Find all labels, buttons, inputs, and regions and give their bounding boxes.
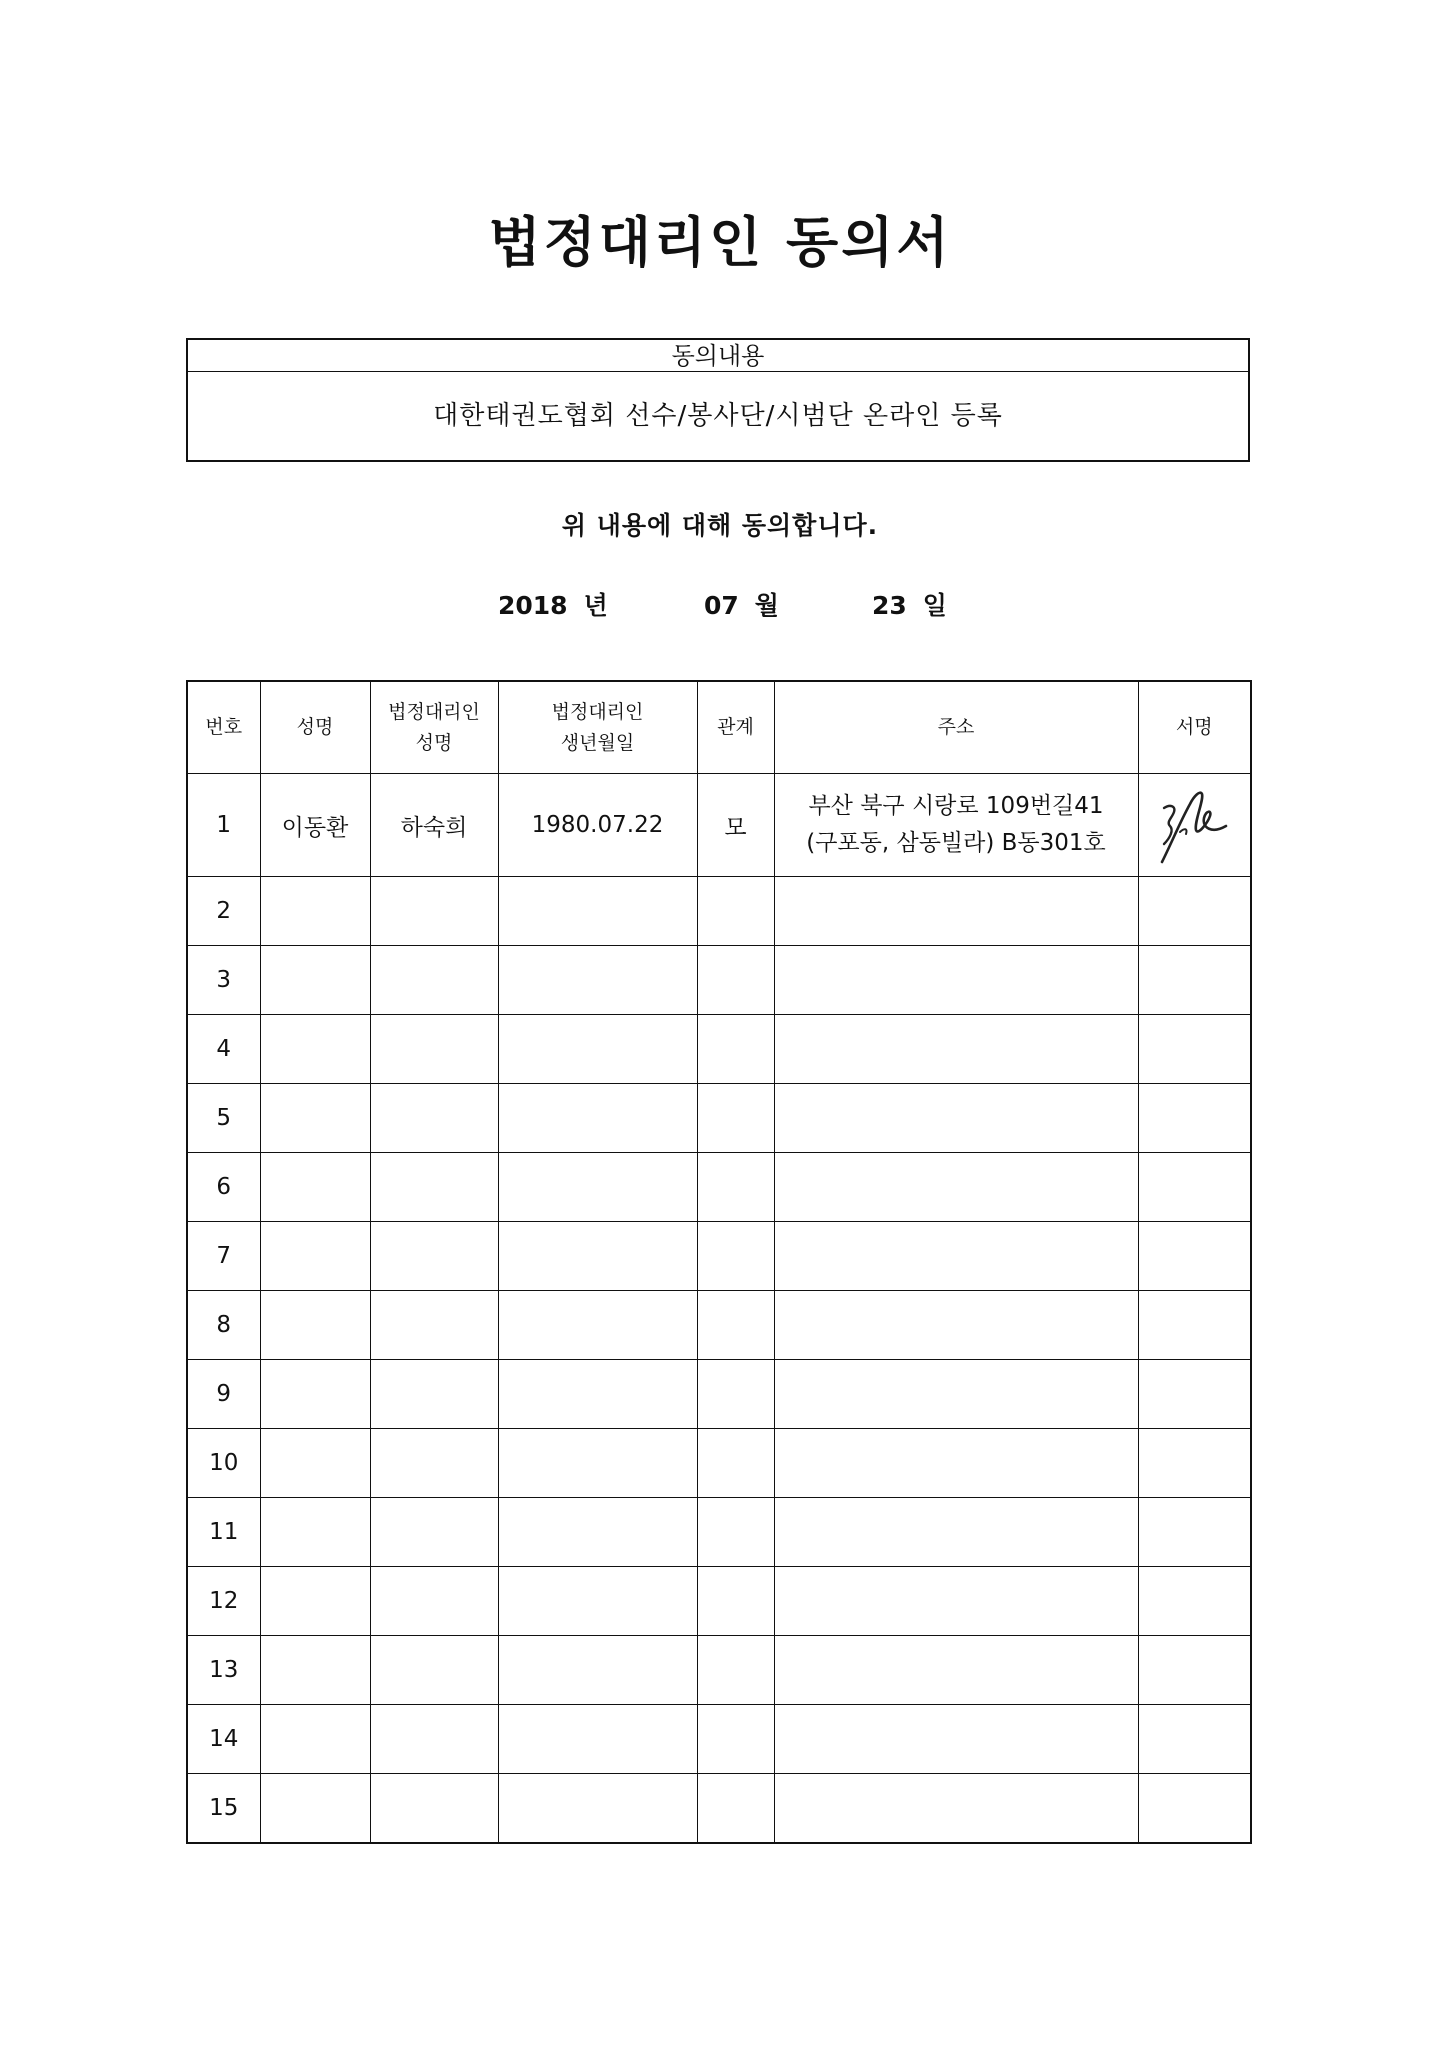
cell-signature xyxy=(1138,1084,1251,1153)
cell-signature xyxy=(1138,1567,1251,1636)
header-address: 주소 xyxy=(774,681,1138,774)
cell-guardian-name xyxy=(370,1291,498,1360)
cell-name xyxy=(260,1774,370,1844)
cell-signature xyxy=(1138,1222,1251,1291)
cell-guardian-name xyxy=(370,1567,498,1636)
cell-guardian-name xyxy=(370,1222,498,1291)
table-row xyxy=(187,1567,1251,1636)
consent-content: 대한태권도협회 선수/봉사단/시범단 온라인 등록 xyxy=(433,401,1003,431)
table-row xyxy=(187,946,1251,1015)
cell-name xyxy=(260,1498,370,1567)
cell-name xyxy=(260,1567,370,1636)
date-month-value: 07 xyxy=(704,591,739,620)
cell-name xyxy=(260,1291,370,1360)
cell-birth xyxy=(498,946,697,1015)
header-guardian-birth xyxy=(498,681,697,774)
cell-guardian-name: 하숙희 xyxy=(370,774,498,877)
cell-no: 12 xyxy=(187,1567,260,1636)
cell-guardian-name xyxy=(370,1015,498,1084)
cell-name xyxy=(260,946,370,1015)
cell-name xyxy=(260,1153,370,1222)
cell-birth xyxy=(498,877,697,946)
cell-relation xyxy=(697,1153,774,1222)
cell-relation xyxy=(697,1084,774,1153)
cell-signature xyxy=(1138,1153,1251,1222)
table-row xyxy=(187,1360,1251,1429)
cell-no: 2 xyxy=(187,877,260,946)
date-day-value: 23 xyxy=(872,591,907,620)
date-month xyxy=(704,586,779,622)
cell-address xyxy=(774,1360,1138,1429)
table-row xyxy=(187,1084,1251,1153)
table-row xyxy=(187,1498,1251,1567)
cell-signature xyxy=(1138,946,1251,1015)
cell-relation xyxy=(697,1567,774,1636)
cell-birth xyxy=(498,1636,697,1705)
cell-birth xyxy=(498,1153,697,1222)
cell-relation xyxy=(697,1360,774,1429)
cell-signature xyxy=(1138,1360,1251,1429)
date-year-unit: 년 xyxy=(583,591,608,620)
cell-address xyxy=(774,1705,1138,1774)
table-row xyxy=(187,1015,1251,1084)
cell-birth xyxy=(498,1015,697,1084)
cell-guardian-name xyxy=(370,946,498,1015)
cell-name xyxy=(260,1222,370,1291)
cell-signature xyxy=(1138,1498,1251,1567)
cell-relation xyxy=(697,1705,774,1774)
table-row xyxy=(187,1705,1251,1774)
cell-no: 13 xyxy=(187,1636,260,1705)
cell-signature xyxy=(1138,1636,1251,1705)
table-row xyxy=(187,1291,1251,1360)
cell-no: 5 xyxy=(187,1084,260,1153)
cell-address xyxy=(774,1015,1138,1084)
cell-no: 4 xyxy=(187,1015,260,1084)
date-year xyxy=(498,586,608,622)
cell-address xyxy=(774,1153,1138,1222)
table-header-row xyxy=(187,681,1251,774)
cell-address xyxy=(774,1774,1138,1844)
cell-address xyxy=(774,946,1138,1015)
cell-guardian-name xyxy=(370,1153,498,1222)
header-name: 성명 xyxy=(260,681,370,774)
cell-no: 11 xyxy=(187,1498,260,1567)
cell-relation xyxy=(697,1636,774,1705)
table-row xyxy=(187,1774,1251,1844)
cell-relation: 모 xyxy=(697,774,774,877)
cell-no: 3 xyxy=(187,946,260,1015)
cell-signature xyxy=(1138,1774,1251,1844)
cell-signature xyxy=(1138,1015,1251,1084)
cell-relation xyxy=(697,1291,774,1360)
cell-relation xyxy=(697,1498,774,1567)
cell-signature xyxy=(1138,1291,1251,1360)
cell-no: 8 xyxy=(187,1291,260,1360)
cell-no: 6 xyxy=(187,1153,260,1222)
cell-birth xyxy=(498,1498,697,1567)
cell-guardian-name xyxy=(370,877,498,946)
cell-name xyxy=(260,1636,370,1705)
cell-signature xyxy=(1138,877,1251,946)
cell-name xyxy=(260,1015,370,1084)
handwritten-signature xyxy=(1156,782,1232,868)
cell-relation xyxy=(697,1015,774,1084)
cell-birth xyxy=(498,1429,697,1498)
table-row xyxy=(187,774,1251,877)
cell-birth xyxy=(498,1705,697,1774)
header-signature: 서명 xyxy=(1138,681,1251,774)
cell-relation xyxy=(697,946,774,1015)
cell-address xyxy=(774,1636,1138,1705)
cell-relation xyxy=(697,1774,774,1844)
cell-birth xyxy=(498,1084,697,1153)
cell-address xyxy=(774,1084,1138,1153)
table-row xyxy=(187,1153,1251,1222)
table-row xyxy=(187,877,1251,946)
table-row xyxy=(187,1636,1251,1705)
date-month-unit: 월 xyxy=(754,591,779,620)
cell-birth xyxy=(498,1222,697,1291)
cell-guardian-name xyxy=(370,1360,498,1429)
address-line-2: (구포동, 삼동빌라) B동301호 xyxy=(806,830,1106,856)
date-day xyxy=(872,586,947,622)
cell-address xyxy=(774,1291,1138,1360)
cell-address xyxy=(774,1498,1138,1567)
header-guardian-name-line1: 법정대리인 xyxy=(388,700,480,723)
header-guardian-birth-line2: 생년월일 xyxy=(560,731,635,754)
cell-guardian-name xyxy=(370,1636,498,1705)
cell-no: 9 xyxy=(187,1360,260,1429)
cell-address xyxy=(774,877,1138,946)
header-no: 번호 xyxy=(187,681,260,774)
header-guardian-name-line2: 성명 xyxy=(415,731,453,754)
cell-name xyxy=(260,1705,370,1774)
consent-box xyxy=(186,338,1250,462)
header-relation: 관계 xyxy=(697,681,774,774)
cell-no: 10 xyxy=(187,1429,260,1498)
table-body xyxy=(187,774,1251,1844)
table-row xyxy=(187,1429,1251,1498)
cell-signature xyxy=(1138,774,1251,877)
date-day-unit: 일 xyxy=(922,591,947,620)
table-row xyxy=(187,1222,1251,1291)
cell-relation xyxy=(697,1222,774,1291)
cell-name xyxy=(260,877,370,946)
cell-signature xyxy=(1138,1705,1251,1774)
cell-relation xyxy=(697,1429,774,1498)
agree-statement: 위 내용에 대해 동의합니다. xyxy=(561,511,879,540)
cell-no: 1 xyxy=(187,774,260,877)
document-title: 법정대리인 동의서 xyxy=(488,211,952,274)
cell-birth xyxy=(498,1360,697,1429)
cell-guardian-name xyxy=(370,1774,498,1844)
consent-heading: 동의내용 xyxy=(188,340,1248,372)
cell-address xyxy=(774,1429,1138,1498)
cell-birth xyxy=(498,1774,697,1844)
cell-no: 14 xyxy=(187,1705,260,1774)
cell-no: 15 xyxy=(187,1774,260,1844)
cell-birth: 1980.07.22 xyxy=(498,774,697,877)
date-year-value: 2018 xyxy=(498,591,568,620)
cell-relation xyxy=(697,877,774,946)
guardian-table xyxy=(186,680,1252,1844)
cell-guardian-name xyxy=(370,1705,498,1774)
cell-guardian-name xyxy=(370,1084,498,1153)
cell-signature xyxy=(1138,1429,1251,1498)
header-guardian-name xyxy=(370,681,498,774)
cell-address xyxy=(774,1222,1138,1291)
cell-birth xyxy=(498,1567,697,1636)
cell-name xyxy=(260,1429,370,1498)
cell-name: 이동환 xyxy=(260,774,370,877)
cell-name xyxy=(260,1084,370,1153)
cell-address xyxy=(774,1567,1138,1636)
cell-guardian-name xyxy=(370,1498,498,1567)
cell-birth xyxy=(498,1291,697,1360)
cell-no: 7 xyxy=(187,1222,260,1291)
cell-name xyxy=(260,1360,370,1429)
cell-address xyxy=(774,774,1138,877)
cell-guardian-name xyxy=(370,1429,498,1498)
header-guardian-birth-line1: 법정대리인 xyxy=(551,700,644,723)
address-line-1: 부산 북구 시랑로 109번길41 xyxy=(808,793,1104,819)
